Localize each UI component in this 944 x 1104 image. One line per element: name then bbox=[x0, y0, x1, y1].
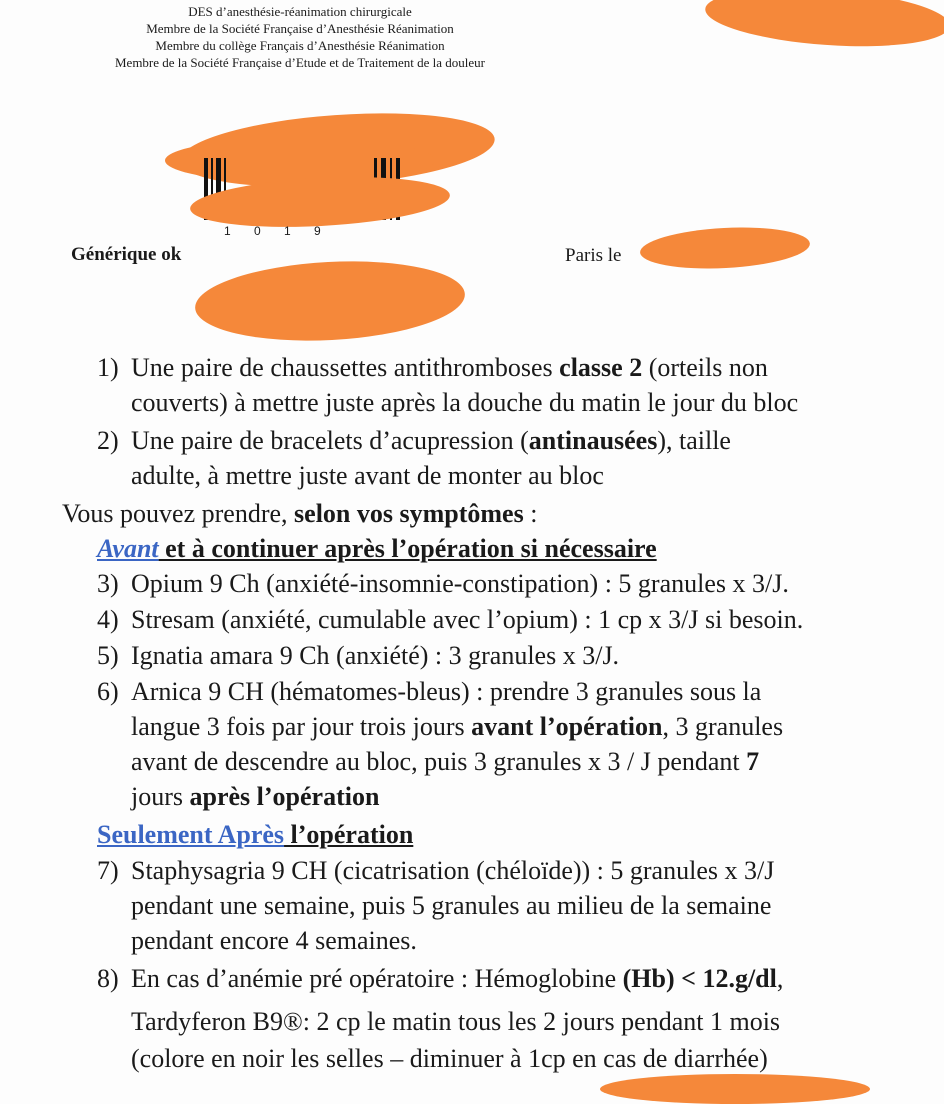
list-item: 6) Arnica 9 CH (hématomes-bleus) : prendre 3 granules sous la langue 3 fois par jour trois jours avant l’opération, 3 granules avant de descendre au bloc, puis 3 granules x 3 / J pendant 7 jours après l’opération bbox=[97, 677, 784, 811]
header-line-2: Membre de la Société Française d’Anesthésie Réanimation bbox=[146, 21, 454, 36]
redaction-top-right bbox=[703, 0, 944, 53]
list-item: 4) Stresam (anxiété, cumulable avec l’opium) : 1 cp x 3/J si besoin. bbox=[97, 605, 804, 634]
header-line-4: Membre de la Société Française d’Etude et de Traitement de la douleur bbox=[114, 55, 486, 70]
list-item: 3) Opium 9 Ch (anxiété-insomnie-constipation) : 5 granules x 3/J. bbox=[97, 569, 789, 598]
section-heading-apres: Seulement Après l’opération bbox=[97, 820, 414, 849]
header-line-3: Membre du collège Français d’Anesthésie Réanimation bbox=[155, 38, 445, 53]
list-item: 8) En cas d’anémie pré opératoire : Hémoglobine (Hb) < 12.g/dl, Tardyferon B9®: 2 cp le matin tous les 2 jours pendant 1 mois (colore en noir les selles – diminuer à 1cp en cas de diarrhée) bbox=[97, 964, 784, 1073]
list-item: 1) Une paire de chaussettes antithromboses classe 2 (orteils non couverts) à mettre juste après la douche du matin le jour du bloc bbox=[97, 353, 799, 417]
paris-date-label: Paris le bbox=[565, 245, 622, 266]
list-item: 5) Ignatia amara 9 Ch (anxiété) : 3 granules x 3/J. bbox=[97, 641, 620, 670]
section-heading-avant: Avant et à continuer après l’opération si nécessaire bbox=[97, 534, 657, 563]
list-item: 2) Une paire de bracelets d’acupression (antinausées), taille adulte, à mettre juste avant de monter au bloc bbox=[97, 426, 731, 490]
redaction-patient-name bbox=[193, 255, 467, 347]
generique-label: Générique ok bbox=[71, 244, 182, 265]
barcode-digits: 1 0 1 9 bbox=[224, 224, 331, 238]
list-item: 7) Staphysagria 9 CH (cicatrisation (chéloïde)) : 5 granules x 3/J pendant une semaine, puis 5 granules au milieu de la semaine pendant encore 4 semaines. bbox=[97, 856, 775, 955]
intro-line: Vous pouvez prendre, selon vos symptômes : bbox=[62, 499, 538, 528]
redaction-date bbox=[639, 224, 811, 273]
header-line-1: DES d’anesthésie-réanimation chirurgicale bbox=[188, 4, 412, 19]
redaction-bottom bbox=[600, 1074, 870, 1104]
